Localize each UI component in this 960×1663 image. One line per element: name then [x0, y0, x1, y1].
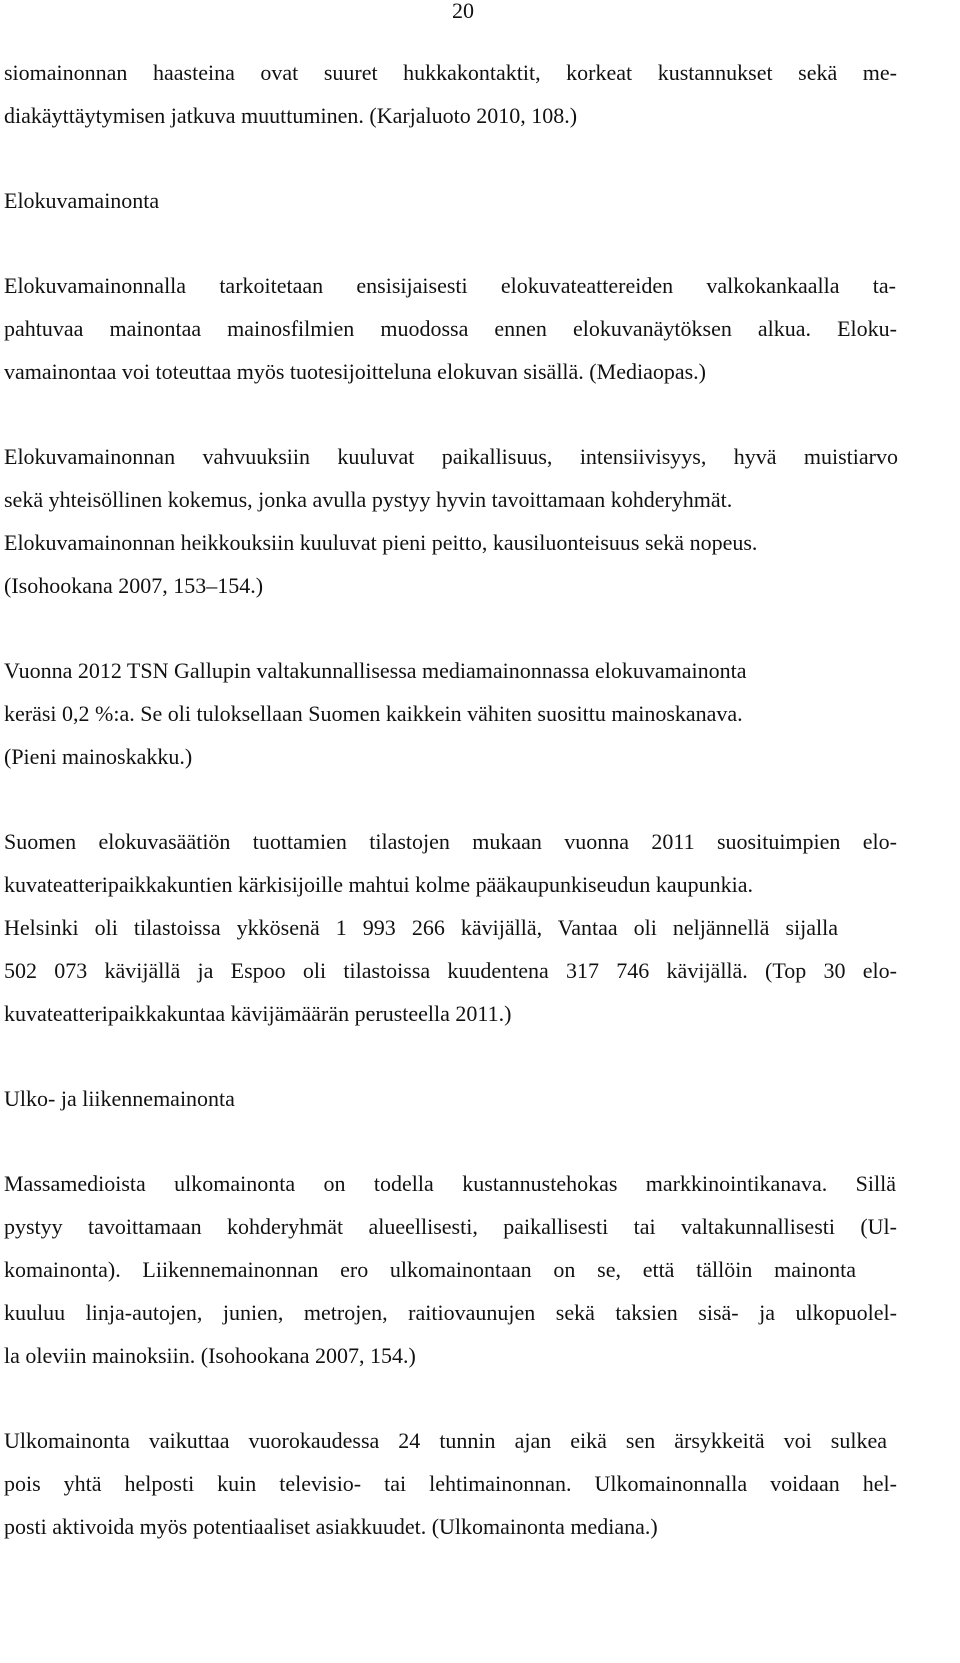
text-line: (Isohookana 2007, 153–154.): [4, 573, 264, 598]
text-line: sekä yhteisöllinen kokemus, jonka avulla pystyy hyvin tavoittamaan kohderyhmät.: [4, 487, 733, 512]
page-number: 20: [452, 0, 474, 23]
text-line: la oleviin mainoksiin. (Isohookana 2007, 154.): [4, 1343, 416, 1368]
text-line: Ulkomainonta vaikuttaa vuorokaudessa 24 tunnin ajan eikä sen ärsykkeitä voi sulkea: [4, 1428, 887, 1453]
text-line: pahtuvaa mainontaa mainosfilmien muodossa ennen elokuvanäytöksen alkua. Eloku-: [4, 316, 897, 341]
text-line: Massamedioista ulkomainonta on todella kustannustehokas markkinointikanava. Sillä: [4, 1171, 896, 1196]
text-line: komainonta). Liikennemainonnan ero ulkomainontaan on se, että tällöin mainonta: [4, 1257, 856, 1282]
text-line: pystyy tavoittamaan kohderyhmät alueellisesti, paikallisesti tai valtakunnallisesti (Ul-: [4, 1214, 897, 1239]
text-line: vamainontaa voi toteuttaa myös tuotesijoitteluna elokuvan sisällä. (Mediaopas.): [4, 359, 706, 384]
text-line: kuvateatteripaikkakuntaa kävijämäärän perusteella 2011.): [4, 1001, 512, 1026]
text-line: Suomen elokuvasäätiön tuottamien tilastojen mukaan vuonna 2011 suosituimpien elo-: [4, 829, 897, 854]
text-line: 502 073 kävijällä ja Espoo oli tilastoissa kuudentena 317 746 kävijällä. (Top 30 elo-: [4, 958, 897, 983]
text-line: Elokuvamainonnan heikkouksiin kuuluvat pieni peitto, kausiluonteisuus sekä nopeus.: [4, 530, 758, 555]
text-line: Helsinki oli tilastoissa ykkösenä 1 993 266 kävijällä, Vantaa oli neljännellä sijalla: [4, 915, 838, 940]
text-line: Elokuvamainonnan vahvuuksiin kuuluvat paikallisuus, intensiivisyys, hyvä muistiarvo: [4, 444, 898, 469]
section-heading: Elokuvamainonta: [4, 188, 160, 213]
text-line: diakäyttäytymisen jatkuva muuttuminen. (Karjaluoto 2010, 108.): [4, 103, 578, 128]
section-heading: Ulko- ja liikennemainonta: [4, 1086, 235, 1111]
text-line: kuuluu linja-autojen, junien, metrojen, raitiovaunujen sekä taksien sisä- ja ulkopuolel-: [4, 1300, 897, 1325]
text-line: kuvateatteripaikkakuntien kärkisijoille mahtui kolme pääkaupunkiseudun kaupunkia.: [4, 872, 754, 897]
text-line: Vuonna 2012 TSN Gallupin valtakunnallisessa mediamainonnassa elokuvamainonta: [4, 658, 747, 683]
text-line: siomainonnan haasteina ovat suuret hukkakontaktit, korkeat kustannukset sekä me-: [4, 60, 897, 85]
text-line: posti aktivoida myös potentiaaliset asiakkuudet. (Ulkomainonta mediana.): [4, 1514, 658, 1539]
text-line: keräsi 0,2 %:a. Se oli tuloksellaan Suomen kaikkein vähiten suosittu mainoskanava.: [4, 701, 743, 726]
text-line: (Pieni mainoskakku.): [4, 744, 193, 769]
text-line: Elokuvamainonnalla tarkoitetaan ensisijaisesti elokuvateattereiden valkokankaalla ta-: [4, 273, 896, 298]
text-line: pois yhtä helposti kuin televisio- tai lehtimainonnan. Ulkomainonnalla voidaan hel-: [4, 1471, 897, 1496]
